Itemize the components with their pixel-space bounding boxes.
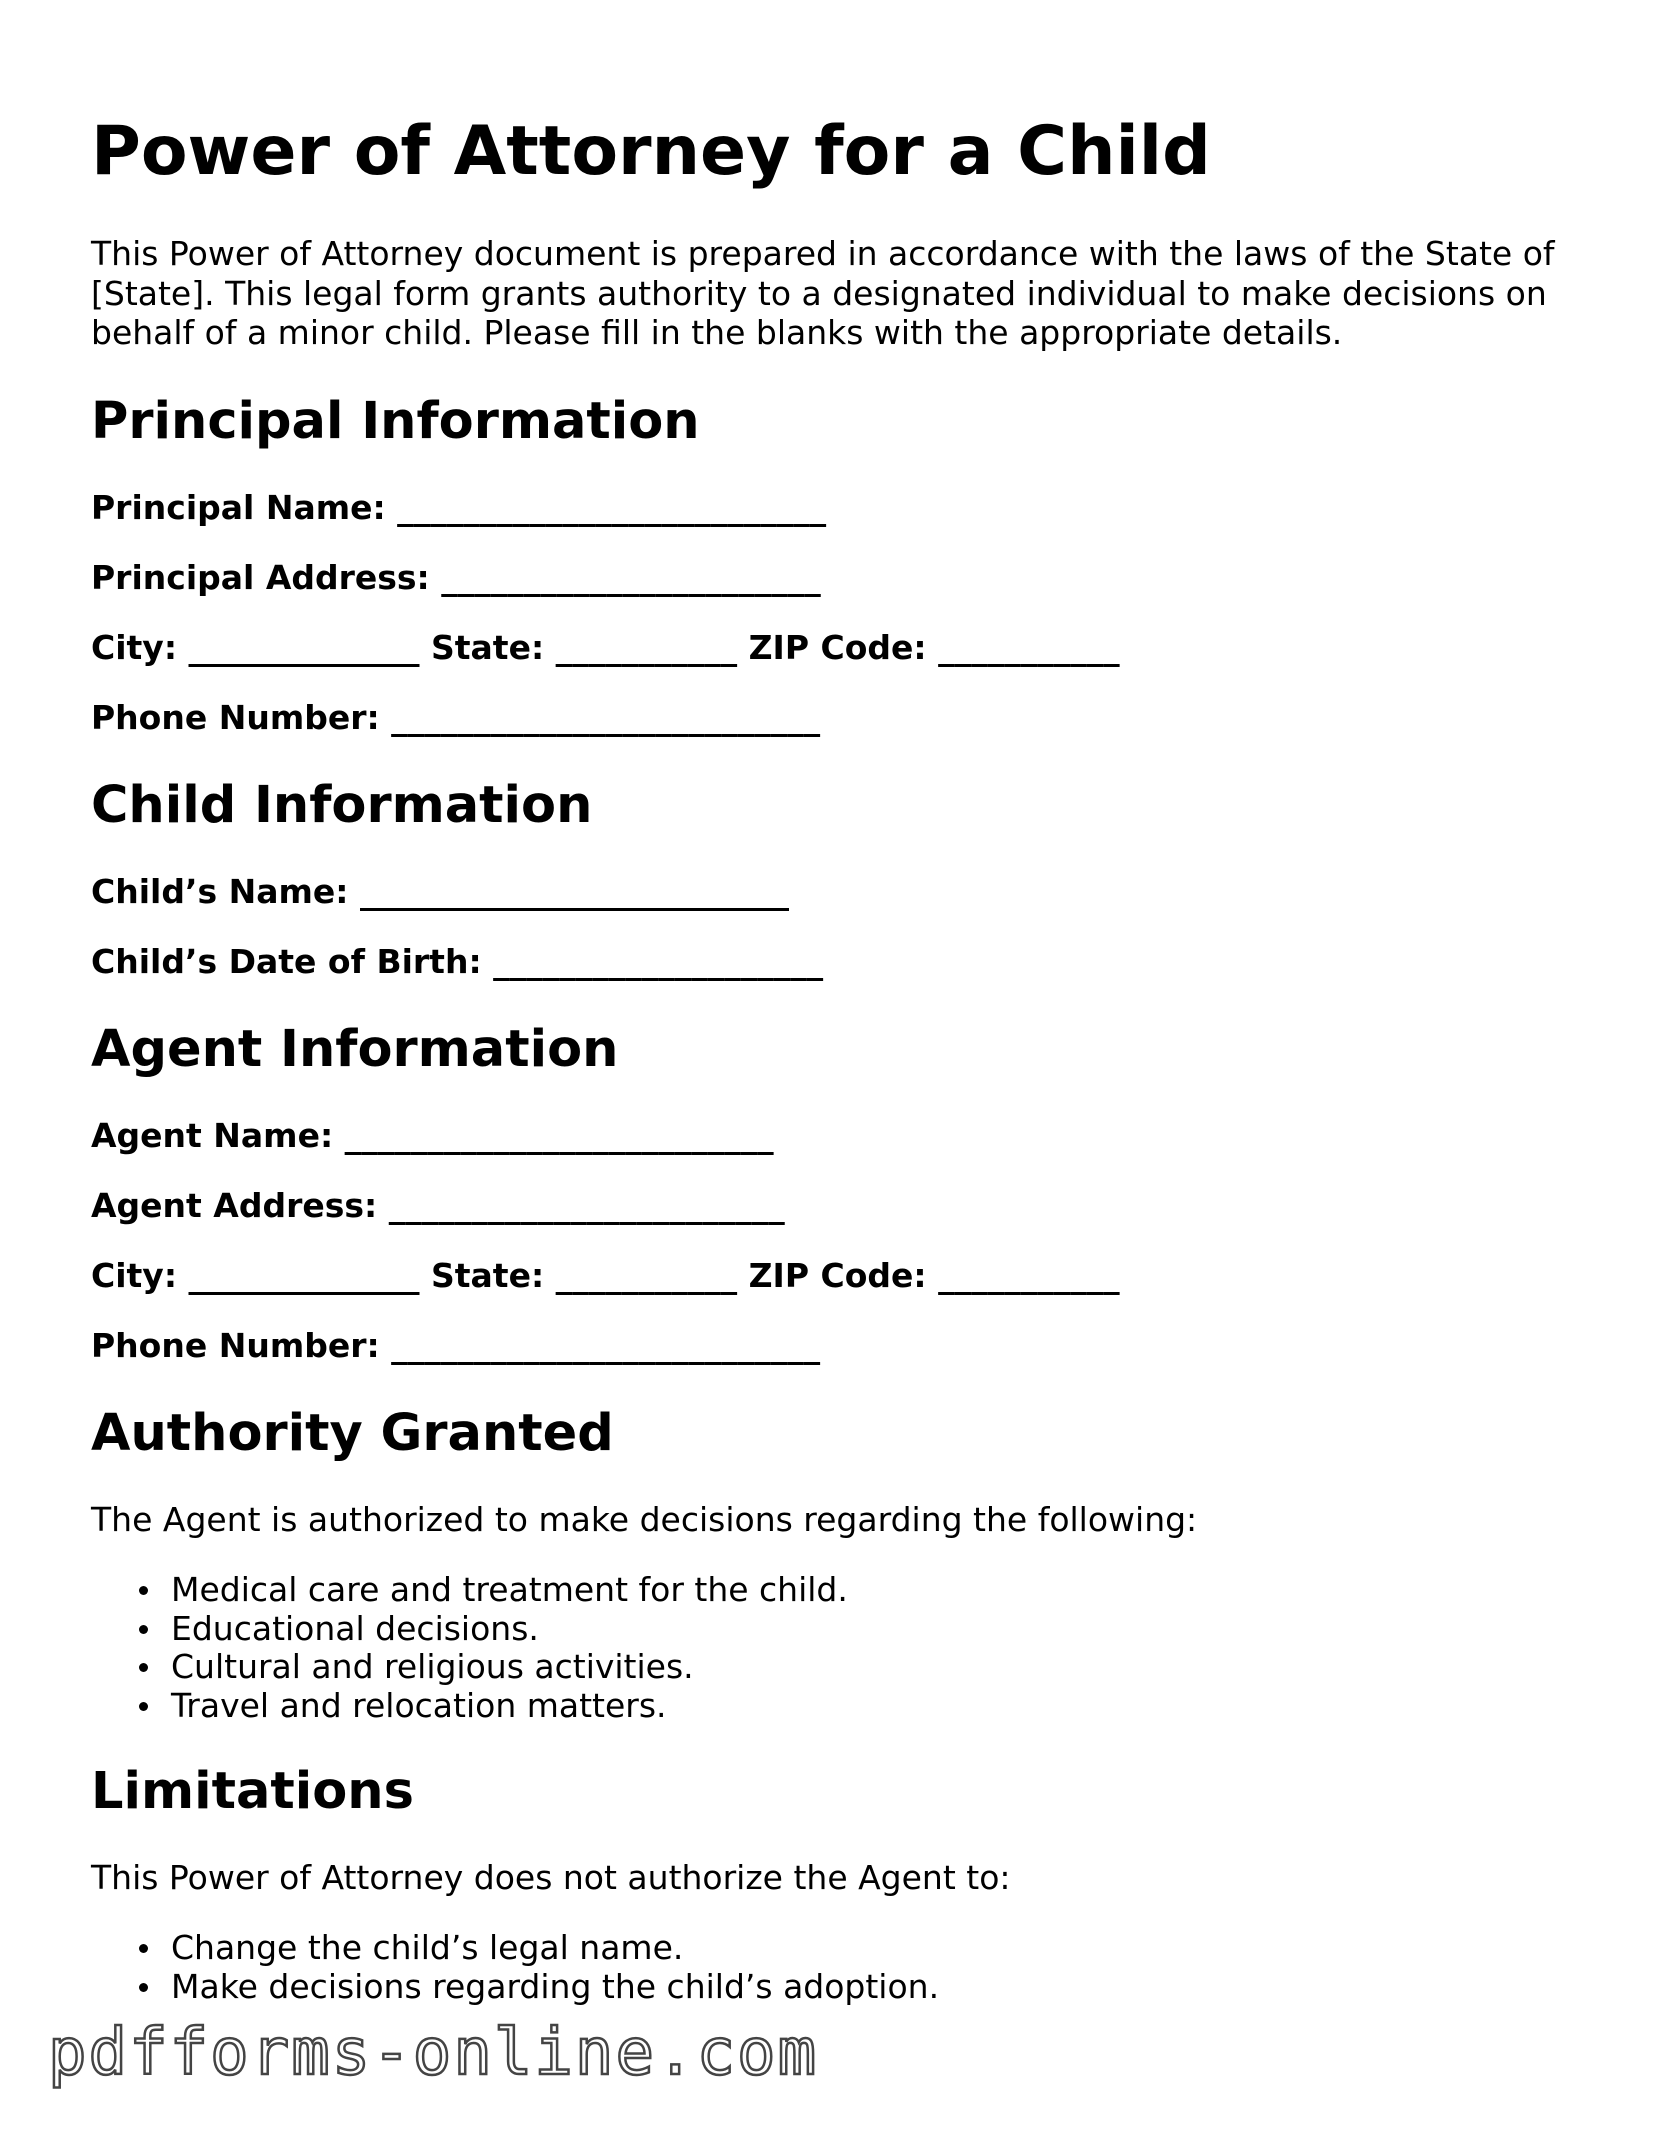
limitations-text: This Power of Attorney does not authorize the Agent to: xyxy=(91,1858,1011,1897)
principal-phone-field: Phone Number: __________________________ xyxy=(91,698,821,737)
bullet-icon xyxy=(139,1663,148,1672)
agent-phone-field: Phone Number: __________________________ xyxy=(91,1326,821,1365)
child-name-field: Child’s Name: __________________________ xyxy=(91,872,789,911)
document-title: Power of Attorney for a Child xyxy=(91,112,1211,191)
child-section-heading: Child Information xyxy=(91,776,593,835)
intro-paragraph: This Power of Attorney document is prepared in accordance with the laws of the State of [State]. This legal form grants authority to a designated individual to make decisions on behalf of a minor child. Please fill in the blanks with the appropriate details. xyxy=(91,234,1555,352)
agent-city-state-zip-field: City: ______________ State: ___________ ZIP Code: ___________ xyxy=(91,1256,1120,1295)
agent-address-field: Agent Address: ________________________ xyxy=(91,1186,785,1225)
authority-section-heading: Authority Granted xyxy=(91,1404,614,1463)
list-item: Educational decisions. xyxy=(91,1610,848,1649)
principal-name-field: Principal Name: __________________________ xyxy=(91,488,827,527)
principal-address-field: Principal Address: _______________________ xyxy=(91,558,821,597)
list-item: Cultural and religious activities. xyxy=(91,1648,848,1687)
bullet-icon xyxy=(139,1702,148,1711)
bullet-icon xyxy=(139,1944,148,1953)
principal-section-heading: Principal Information xyxy=(91,392,700,451)
bullet-icon xyxy=(139,1586,148,1595)
limitations-section-heading: Limitations xyxy=(91,1762,414,1821)
child-dob-field: Child’s Date of Birth: ____________________ xyxy=(91,942,824,981)
authority-text: The Agent is authorized to make decisions regarding the following: xyxy=(91,1500,1198,1539)
list-item: Change the child’s legal name. xyxy=(91,1929,939,1968)
agent-section-heading: Agent Information xyxy=(91,1020,619,1079)
bullet-icon xyxy=(139,1983,148,1992)
authority-list xyxy=(91,1571,848,1725)
watermark: pdfforms-online.com xyxy=(48,2016,819,2090)
agent-name-field: Agent Name: __________________________ xyxy=(91,1116,774,1155)
principal-city-state-zip-field: City: ______________ State: ___________ ZIP Code: ___________ xyxy=(91,628,1120,667)
bullet-icon xyxy=(139,1625,148,1634)
list-item: Medical care and treatment for the child. xyxy=(91,1571,848,1610)
limitations-list xyxy=(91,1929,939,2006)
list-item: Make decisions regarding the child’s adoption. xyxy=(91,1968,939,2007)
list-item: Travel and relocation matters. xyxy=(91,1687,848,1726)
